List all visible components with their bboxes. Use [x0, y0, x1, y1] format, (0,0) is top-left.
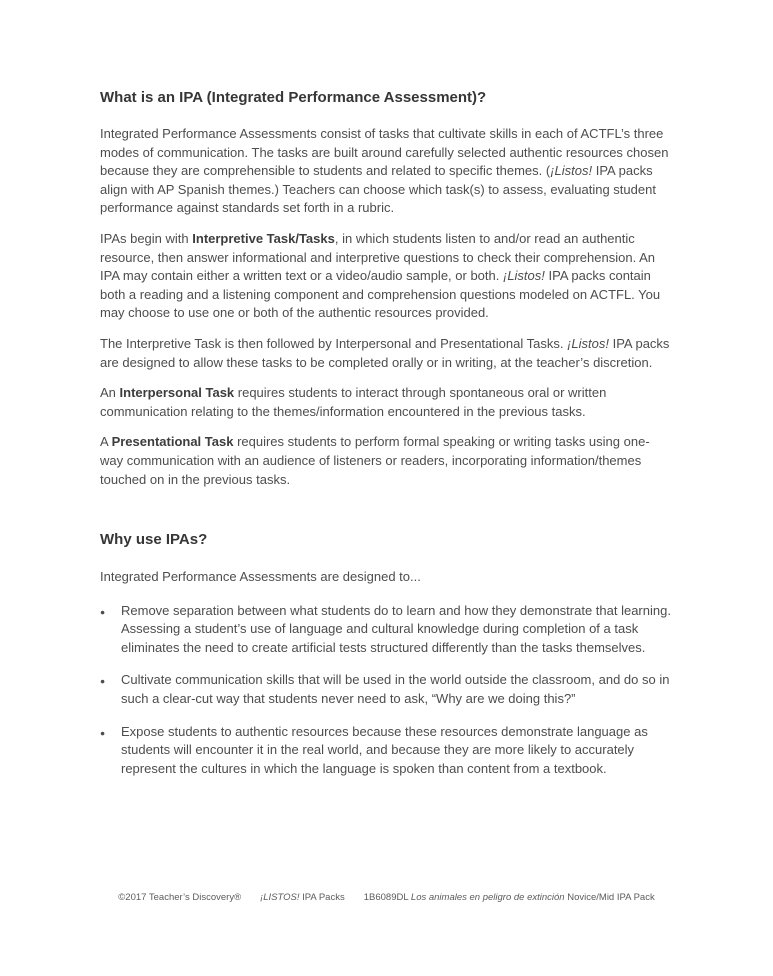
paragraph-3	[100, 335, 671, 372]
footer-sku: 1B6089DL	[363, 892, 411, 903]
text-segment: Integrated Performance Assessments consist of tasks that cultivate skills in each of ACTFL’s three modes of communication. The tasks are built around carefully selected authentic resources chosen because they are comprehensible to students and related to specific themes. (	[100, 126, 669, 179]
document-content	[100, 88, 671, 792]
text-segment-italic: ¡Listos!	[502, 268, 545, 284]
footer-brand	[260, 892, 345, 904]
text-segment-italic: ¡Listos!	[550, 163, 593, 179]
text-segment-bold: Interpersonal Task	[119, 385, 235, 401]
paragraph-4	[100, 384, 671, 421]
text-segment: requires students to interact through spontaneous oral or written communication relating to the themes/information encountered in the previous tasks.	[100, 385, 607, 419]
bullet-icon: ●	[100, 727, 106, 738]
bullet-text: Cultivate communication skills that will be used in the world outside the classroom, and do so in such a clear-cut way that students never need to ask, “Why are we doing this?”	[121, 672, 670, 707]
text-segment: The Interpretive Task is then followed by Interpersonal and Presentational Tasks.	[100, 335, 568, 351]
footer-pack-rest: Novice/Mid IPA Pack	[564, 892, 655, 903]
bullet-icon: ●	[100, 676, 106, 687]
bullet-item-3	[100, 723, 671, 779]
intro-paragraph: Integrated Performance Assessments are designed to...	[100, 569, 421, 585]
text-segment-bold: Interpretive Task/Tasks	[192, 230, 335, 246]
text-segment: , in which students listen to and/or read an authentic resource, then answer informational and interpretive questions to check their comprehension. An IPA may contain either a written text or a video/audio sample, or both.	[100, 230, 655, 284]
text-segment-italic: ¡Listos!	[567, 335, 609, 351]
footer-brand-name: ¡LISTOS!	[260, 892, 300, 903]
footer-pack-info	[364, 892, 655, 904]
section-heading-why-use-ipas: Why use IPAs?	[100, 531, 208, 549]
footer-pack-title: Los animales en peligro de extinción	[410, 892, 565, 903]
text-segment: IPA packs align with AP Spanish themes.) Teachers can choose which task(s) to assess, evaluating student performance against standards set forth in a rubric.	[100, 163, 656, 216]
footer-copyright: ©2017 Teacher’s Discovery®	[118, 892, 242, 903]
text-segment: requires students to perform formal speaking or writing tasks using one-way communication with an audience of listeners or readers, incorporating information/themes touched on in the previous tasks.	[100, 434, 650, 487]
text-segment: IPAs begin with	[100, 230, 193, 246]
text-segment: IPA packs contain both a reading and a listening component and comprehension questions modeled on ACTFL. You may choose to use one or both of the authentic resources provided.	[100, 268, 661, 321]
bullet-text: Remove separation between what students do to learn and how they demonstrate that learning. Assessing a student’s use of language and cultural knowledge during completion of a task eliminates the need to create artificial tests structured differently than the tasks themselves.	[121, 602, 671, 655]
text-segment: A	[100, 434, 112, 450]
paragraph-2	[100, 230, 671, 323]
text-segment-bold: Presentational Task	[111, 434, 234, 450]
footer-brand-rest: IPA Packs	[299, 892, 345, 903]
paragraph-1	[100, 125, 671, 218]
bullet-icon: ●	[100, 606, 106, 617]
bullet-list	[100, 602, 671, 779]
text-segment: IPA packs are designed to allow these tasks to be completed orally or in writing, at the teacher’s discretion.	[100, 335, 670, 370]
bullet-item-1	[100, 602, 671, 658]
section-heading-what-is-ipa: What is an IPA (Integrated Performance Assessment)?	[100, 89, 487, 106]
bullet-item-2	[100, 671, 671, 708]
bullet-text: Expose students to authentic resources because these resources demonstrate language as students will encounter it in the real world, and because they are more likely to accurately represent the cultures in which the language is spoken than content from a textbook.	[121, 723, 648, 776]
page-footer	[0, 892, 773, 904]
text-segment: An	[100, 385, 120, 401]
paragraph-5	[100, 433, 671, 489]
